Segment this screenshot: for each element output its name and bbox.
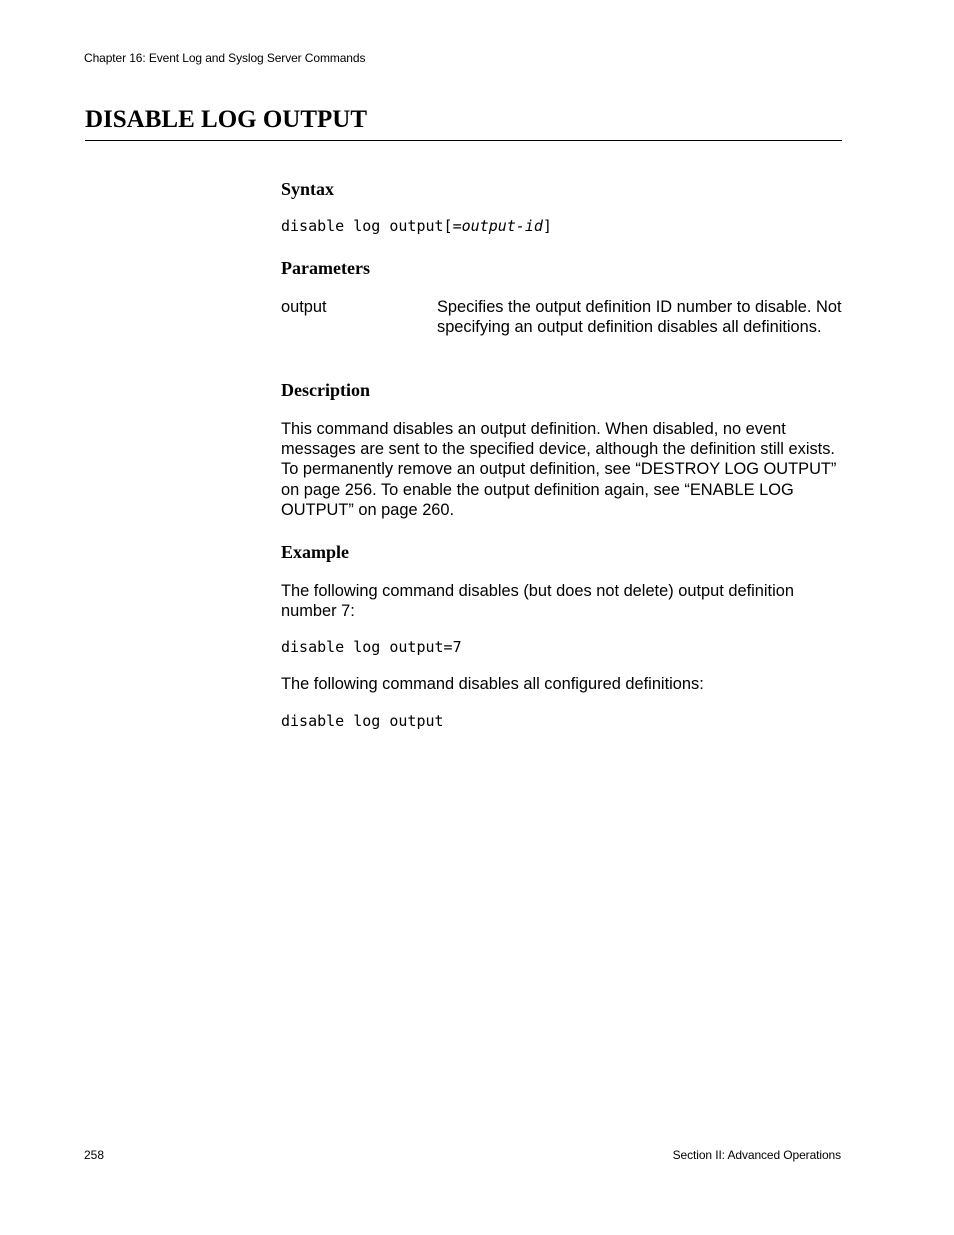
example-intro-1: The following command disables (but does not delete) output definition number 7: [281,582,794,621]
syntax-command-prefix: disable log output[= [281,217,462,235]
example-heading: Example [281,542,350,562]
example-intro-2: The following command disables all configured definitions: [281,675,704,693]
example-code-1: disable log output=7 [281,638,462,656]
example-code-2: disable log output [281,712,444,730]
syntax-command-suffix: ] [542,217,552,235]
syntax-command-arg: output-id [461,217,543,235]
description-text: This command disables an output definition. When disabled, no event messages are sent to the specified device, although the definition still exists. To permanently remove an output definition, see “DESTROY LOG OUTPUT” on page 256. To enable the output definition again, see “ENABLE LOG OUTPUT” on page 260. [281,420,837,519]
parameter-description: Specifies the output definition ID number to disable. Not specifying an output definition disables all definitions. [437,298,842,337]
page-number: 258 [84,1148,105,1162]
syntax-command [281,217,552,235]
parameters-heading: Parameters [281,258,370,278]
parameter-name: output [281,298,327,316]
running-head: Chapter 16: Event Log and Syslog Server Commands [84,51,366,65]
title-rule [85,140,842,141]
footer-section: Section II: Advanced Operations [672,1148,841,1162]
syntax-heading: Syntax [281,179,335,199]
description-heading: Description [281,380,370,400]
page-title: DISABLE LOG OUTPUT [85,106,368,133]
